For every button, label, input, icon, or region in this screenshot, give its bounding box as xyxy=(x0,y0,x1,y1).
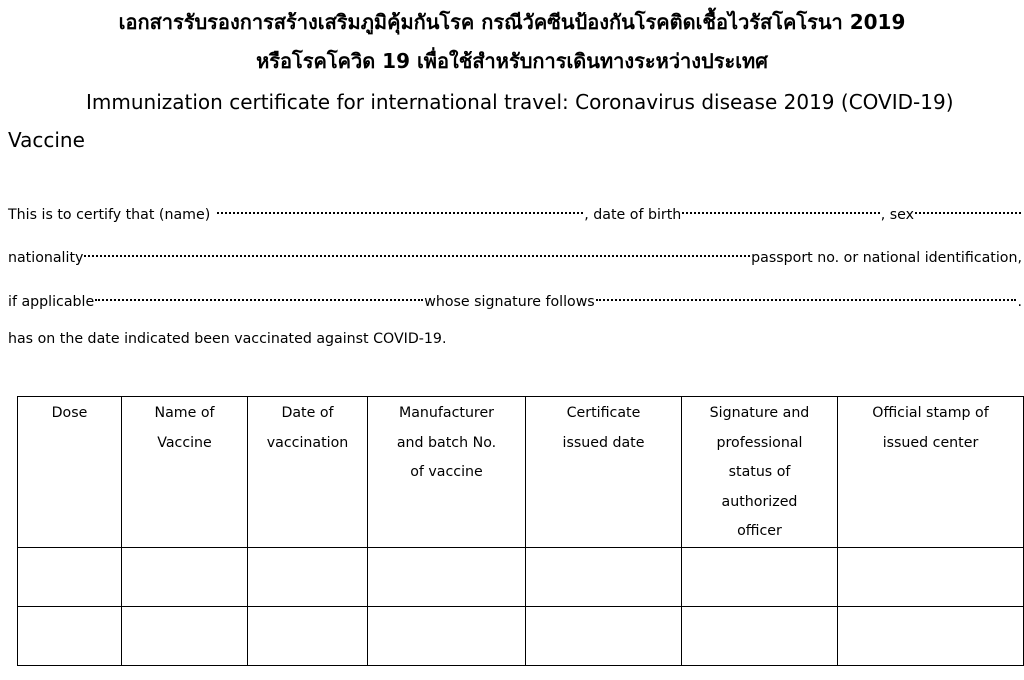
signature-line xyxy=(8,284,1022,313)
thai-title-line-2: หรือโรคโควิด 19 เพื่อใช้สำหรับการเดินทางระหว่างประเทศ xyxy=(256,49,768,73)
header-text-line: status of xyxy=(728,464,791,480)
header-text-line: vaccination xyxy=(266,434,349,451)
header-text-line: Manufacturer xyxy=(398,405,495,421)
cell-vaccine-name xyxy=(122,547,248,606)
header-text-line: Official stamp of xyxy=(872,405,989,421)
table-row xyxy=(18,606,1024,665)
date-of-birth-label: , date of birth xyxy=(584,207,682,223)
sex-label: , sex xyxy=(880,207,914,223)
header-vaccination-date xyxy=(248,397,368,548)
english-title-line-1: Immunization certificate for international travel: Coronavirus disease 2019 (COVID-19) xyxy=(86,90,954,114)
name-blank xyxy=(216,197,584,219)
header-vaccine-name xyxy=(122,397,248,548)
table-header-row xyxy=(18,397,1024,548)
sex-blank xyxy=(914,197,1022,219)
header-text-line: Vaccine xyxy=(157,434,212,451)
certify-name-line xyxy=(8,197,1022,226)
certify-name-label: This is to certify that (name) xyxy=(8,207,211,223)
header-text-line: Dose xyxy=(51,405,88,421)
cell-vaccine-name xyxy=(122,606,248,665)
signature-blank xyxy=(595,284,1018,306)
header-text-line: professional xyxy=(716,434,803,451)
header-signature-officer xyxy=(682,397,838,548)
line-end-period: . xyxy=(1017,294,1022,310)
header-text-line: Signature and xyxy=(709,405,810,421)
header-text-line: Certificate xyxy=(566,405,641,421)
header-text-line: issued date xyxy=(562,434,645,451)
cell-manufacturer-batch xyxy=(368,606,526,665)
header-certificate-issued-date xyxy=(526,397,682,548)
thai-title-line-1: เอกสารรับรองการสร้างเสริมภูมิคุ้มกันโรค กรณีวัคซีนป้องกันโรคติดเชื้อไวรัสโคโรนา 2019 xyxy=(118,10,906,34)
cell-dose xyxy=(18,606,122,665)
vaccinated-statement-line xyxy=(8,328,1022,350)
header-text-line: issued center xyxy=(882,434,979,451)
cell-certificate-issued-date xyxy=(526,606,682,665)
english-title-line-2: Vaccine xyxy=(8,128,85,152)
header-dose xyxy=(18,397,122,548)
header-text-line: authorized xyxy=(721,493,798,510)
nationality-line xyxy=(8,240,1022,269)
header-official-stamp xyxy=(838,397,1024,548)
cell-dose xyxy=(18,547,122,606)
header-text-line: Name of xyxy=(154,405,215,421)
date-of-birth-blank xyxy=(681,197,880,219)
if-applicable-label: if applicable xyxy=(8,294,95,310)
signature-label: whose signature follows xyxy=(424,294,595,310)
header-manufacturer-batch xyxy=(368,397,526,548)
cell-official-stamp xyxy=(838,547,1024,606)
header-text-line: officer xyxy=(737,523,782,539)
header-text-line: of vaccine xyxy=(410,464,483,480)
table-row xyxy=(18,547,1024,606)
cell-signature-officer xyxy=(682,606,838,665)
cell-signature-officer xyxy=(682,547,838,606)
passport-label: passport no. or national identification, xyxy=(751,250,1022,266)
cell-vaccination-date xyxy=(248,606,368,665)
cell-manufacturer-batch xyxy=(368,547,526,606)
passport-number-blank xyxy=(94,284,424,306)
header-text-line: and batch No. xyxy=(396,434,497,451)
header-text-line: Date of xyxy=(281,405,334,421)
nationality-label: nationality xyxy=(8,250,84,266)
vaccination-record-table xyxy=(17,396,1024,666)
nationality-blank xyxy=(83,240,751,262)
cell-certificate-issued-date xyxy=(526,547,682,606)
vaccinated-statement: has on the date indicated been vaccinated against COVID-19. xyxy=(8,331,447,347)
cell-official-stamp xyxy=(838,606,1024,665)
table-body xyxy=(18,547,1024,665)
cell-vaccination-date xyxy=(248,547,368,606)
